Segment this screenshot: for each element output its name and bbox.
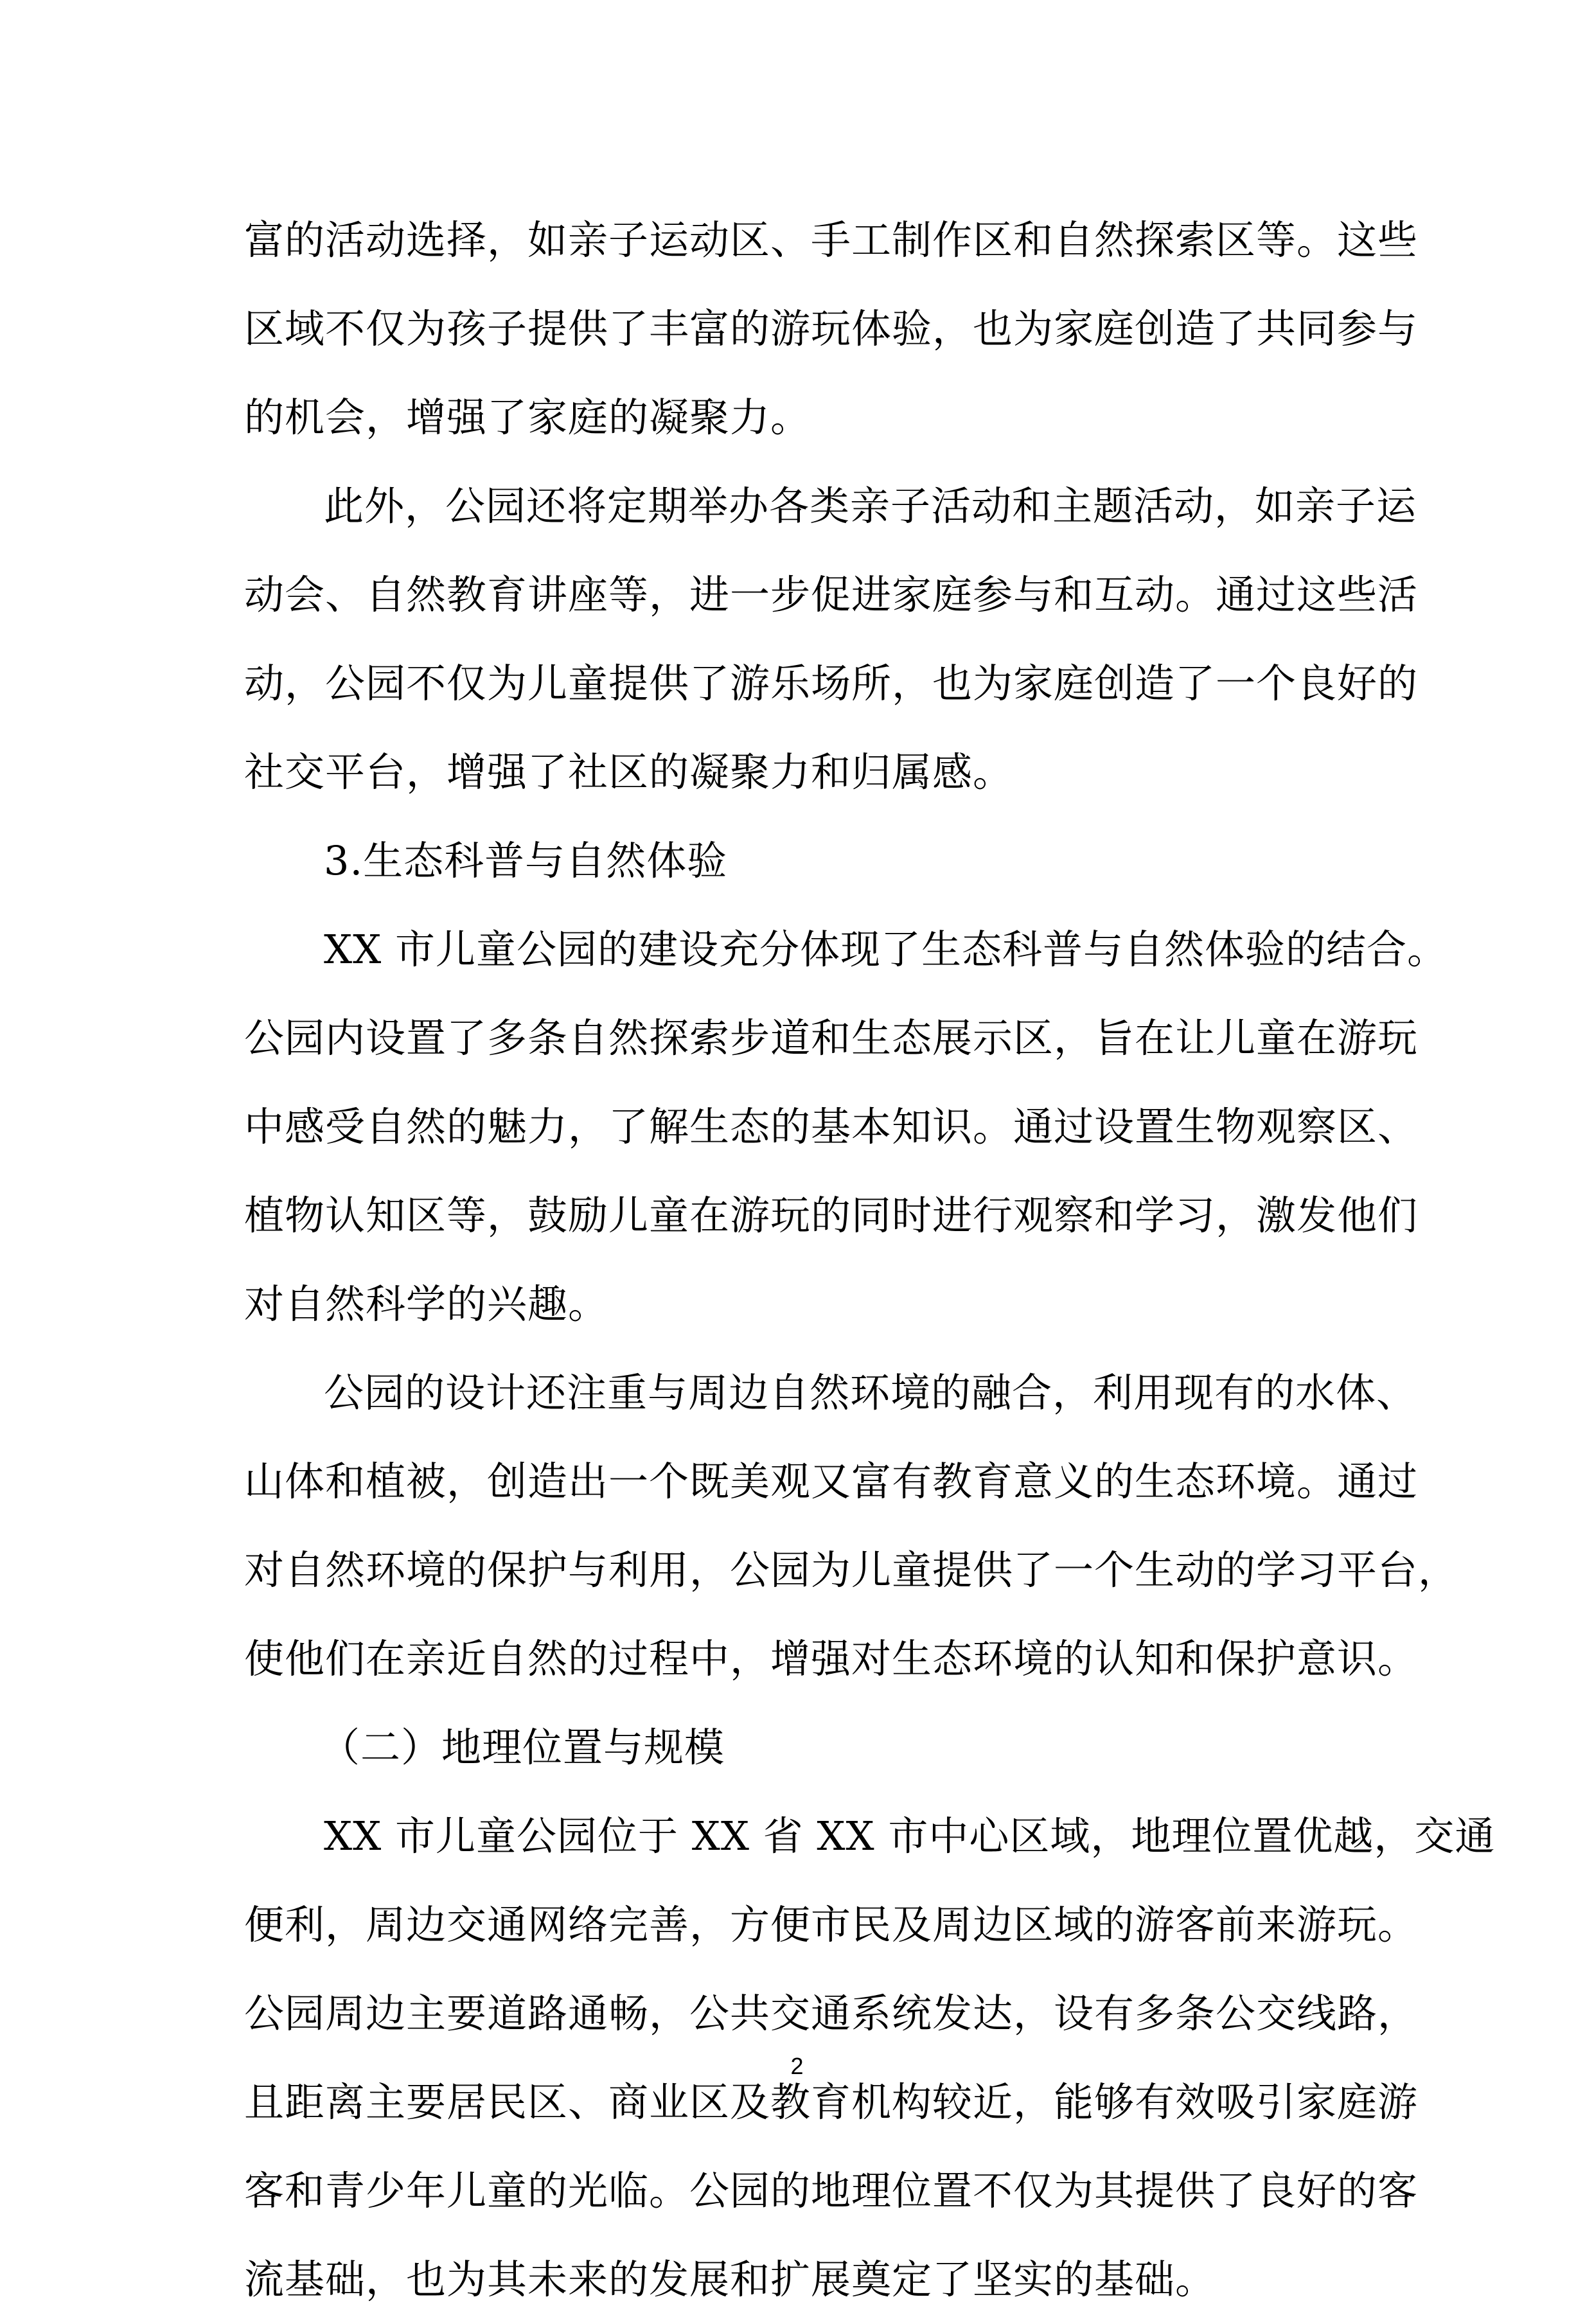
- paragraph-line: 动会、自然教育讲座等，进一步促进家庭参与和互动。通过这些活: [244, 571, 1419, 618]
- paragraph-line: 客和青少年儿童的光临。公园的地理位置不仅为其提供了良好的客: [244, 2167, 1419, 2214]
- section-heading: （二）地理位置与规模: [320, 1724, 725, 1771]
- paragraph-line: 公园周边主要道路通畅，公共交通系统发达，设有多条公交线路，: [244, 1990, 1419, 2037]
- paragraph-line: 社交平台，增强了社区的凝聚力和归属感。: [244, 749, 1014, 795]
- paragraph-line: 的机会，增强了家庭的凝聚力。: [244, 394, 811, 441]
- paragraph-line: 富的活动选择，如亲子运动区、手工制作区和自然探索区等。这些: [244, 217, 1419, 263]
- section-heading: 3.生态科普与自然体验: [324, 837, 728, 884]
- paragraph-line: 对自然环境的保护与利用，公园为儿童提供了一个生动的学习平台，: [244, 1547, 1459, 1593]
- page-number: 2: [790, 2053, 804, 2079]
- paragraph-line: 中感受自然的魅力，了解生态的基本知识。通过设置生物观察区、: [244, 1103, 1419, 1150]
- paragraph-line: 公园内设置了多条自然探索步道和生态展示区，旨在让儿童在游玩: [244, 1015, 1419, 1061]
- document-body: [244, 196, 1496, 2324]
- paragraph-line: 山体和植被，创造出一个既美观又富有教育意义的生态环境。通过: [244, 1458, 1419, 1505]
- paragraph-line: 且距离主要居民区、商业区及教育机构较近，能够有效吸引家庭游: [244, 2079, 1419, 2125]
- paragraph-line: 植物认知区等，鼓励儿童在游玩的同时进行观察和学习，激发他们: [244, 1192, 1419, 1239]
- paragraph-line: 使他们在亲近自然的过程中，增强对生态环境的认知和保护意识。: [244, 1635, 1419, 1682]
- paragraph-line: 此外，公园还将定期举办各类亲子活动和主题活动，如亲子运: [324, 483, 1417, 529]
- paragraph-line: 区域不仅为孩子提供了丰富的游玩体验，也为家庭创造了共同参与: [244, 305, 1419, 352]
- paragraph-line: 对自然科学的兴趣。: [244, 1281, 609, 1327]
- paragraph-line: XX 市儿童公园位于 XX 省 XX 市中心区域，地理位置优越，交通: [324, 1813, 1496, 1859]
- paragraph-line: XX 市儿童公园的建设充分体现了生态科普与自然体验的结合。: [324, 926, 1448, 973]
- paragraph-line: 流基础，也为其未来的发展和扩展奠定了坚实的基础。: [244, 2256, 1216, 2303]
- paragraph-line: 公园的设计还注重与周边自然环境的融合，利用现有的水体、: [324, 1369, 1417, 1416]
- paragraph-line: 便利，周边交通网络完善，方便市民及周边区域的游客前来游玩。: [244, 1901, 1419, 1948]
- paragraph-line: 动，公园不仅为儿童提供了游乐场所，也为家庭创造了一个良好的: [244, 660, 1419, 707]
